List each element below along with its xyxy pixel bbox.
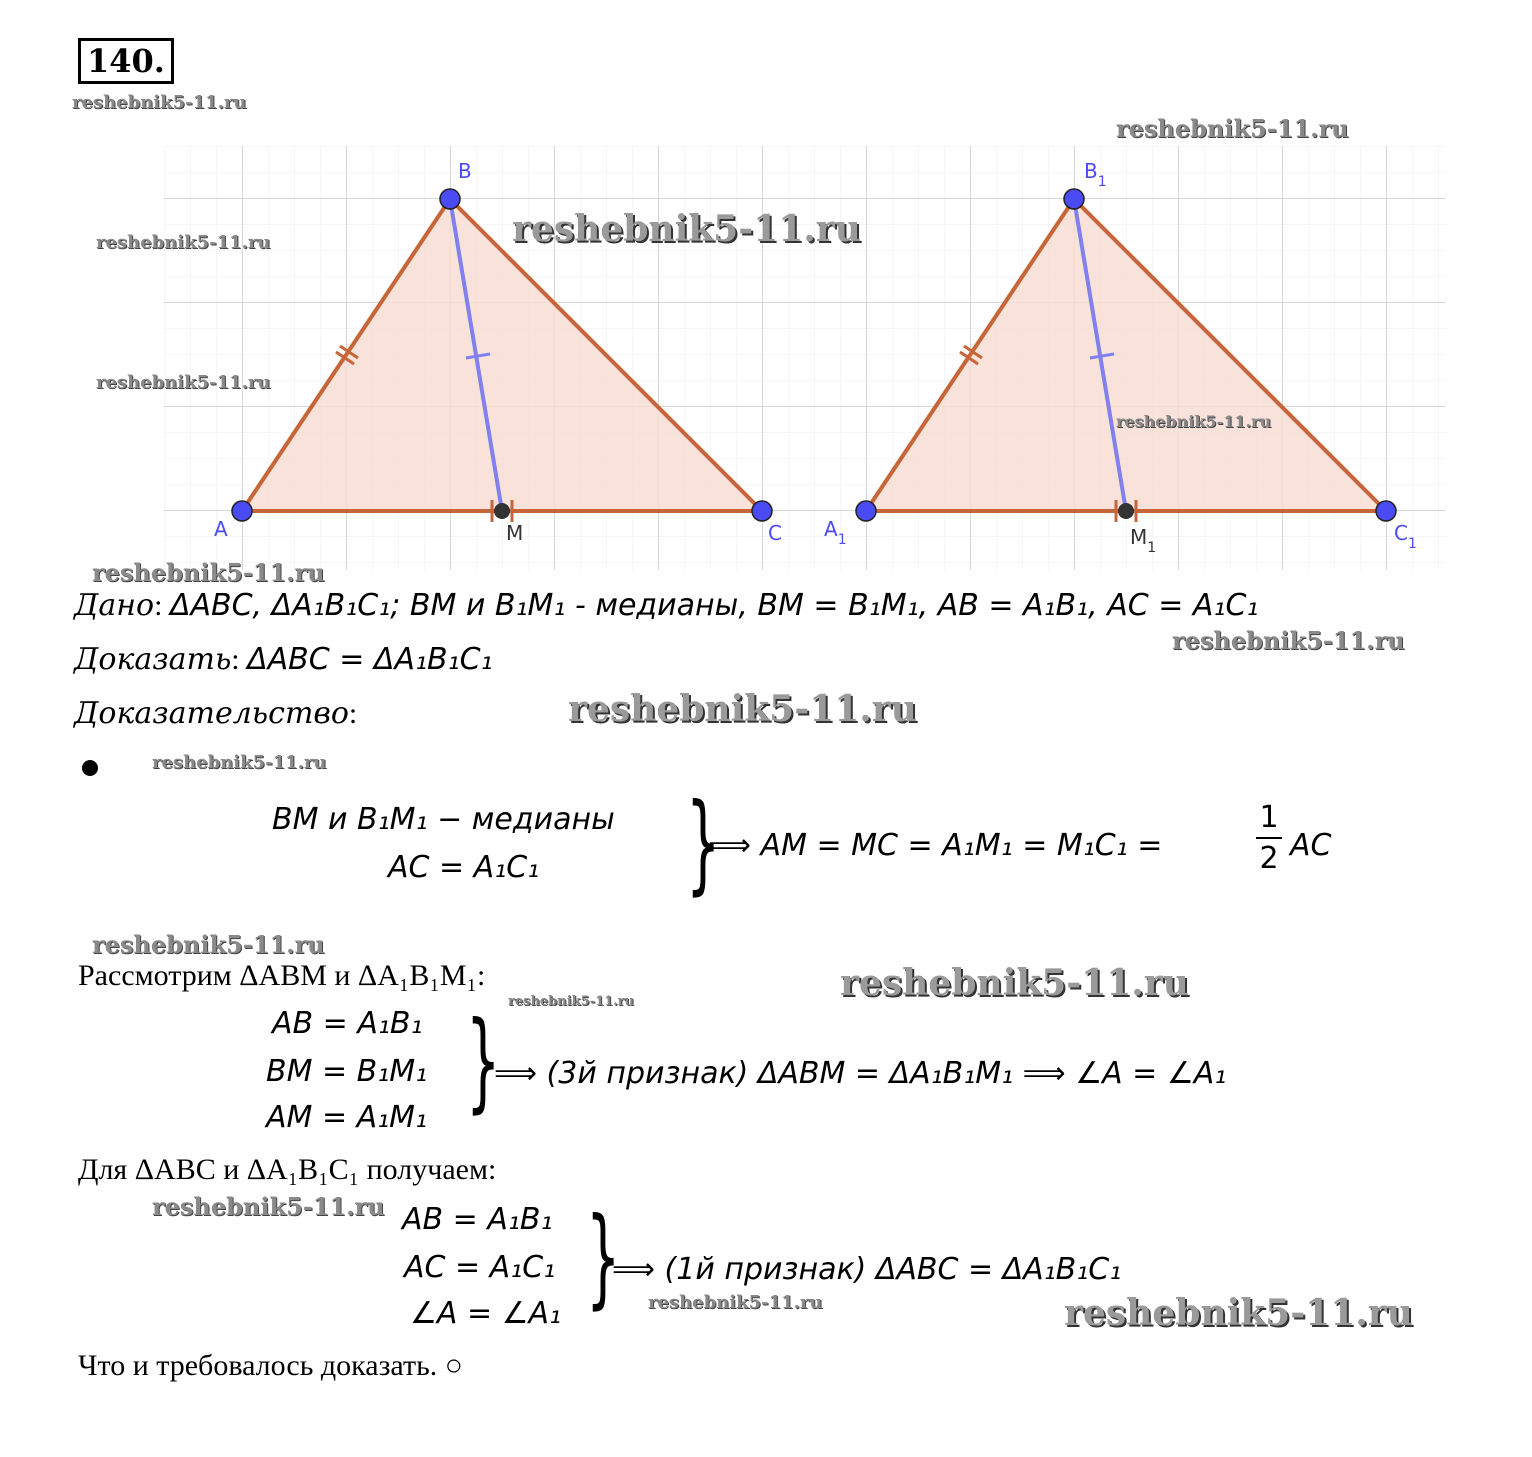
vertex-c — [752, 501, 772, 521]
watermark: reshebnik5-11.ru — [1172, 626, 1405, 655]
step1-left-line1: BM и B₁M₁ − медианы — [272, 802, 615, 837]
given-label: Дано — [74, 588, 155, 623]
label-m: M — [506, 521, 524, 545]
vertex-a1 — [856, 501, 876, 521]
vertex-b1 — [1064, 189, 1084, 209]
step3-line1: AB = A₁B₁ — [402, 1202, 553, 1237]
watermark: reshebnik5-11.ru — [72, 92, 247, 113]
prove-label: Доказать — [74, 642, 232, 677]
watermark: reshebnik5-11.ru — [92, 558, 325, 587]
brace: } — [586, 1195, 621, 1320]
label-b: B — [458, 159, 472, 183]
proof-line: Доказательство: — [74, 696, 358, 731]
step1-right-tail: AC — [1290, 828, 1332, 863]
label-c: C — [768, 521, 782, 545]
watermark: reshebnik5-11.ru — [152, 752, 327, 773]
step2-right: ⟹ (3й признак) ΔABM = ΔA₁B₁M₁ ⟹ ∠A = ∠A₁ — [494, 1056, 1227, 1091]
label-m1: $M_1$ — [1130, 525, 1157, 556]
watermark: reshebnik5-11.ru — [1116, 412, 1272, 431]
geometry-figure — [0, 0, 1532, 600]
label-a: A — [214, 517, 228, 541]
given-text: ΔABC, ΔA₁B₁C₁; BM и B₁M₁ - медианы, BM = B₁M₁, AB = A₁B₁, AC = A₁C₁ — [169, 588, 1259, 623]
brace: } — [466, 999, 501, 1124]
step3-line3: ∠A = ∠A₁ — [410, 1296, 562, 1331]
label-a1: $A_1$ — [824, 517, 847, 548]
step3-line2: AC = A₁C₁ — [404, 1250, 556, 1285]
problem-number: 140. — [78, 38, 174, 84]
fraction-bar — [1256, 837, 1282, 839]
for-line: Для ΔABC и ΔA₁B₁C₁ получаем: — [78, 1153, 497, 1186]
watermark: reshebnik5-11.ru — [1116, 114, 1349, 143]
label-c1: $C_1$ — [1394, 521, 1417, 552]
watermark: reshebnik5-11.ru — [152, 1192, 385, 1221]
point-m1 — [1118, 503, 1134, 519]
brace: } — [686, 781, 721, 906]
vertex-c1 — [1376, 501, 1396, 521]
bullet — [82, 760, 98, 776]
watermark: reshebnik5-11.ru — [840, 962, 1189, 1004]
given-line: Дано: ΔABC, ΔA₁B₁C₁; BM и B₁M₁ - медианы, BM = B₁M₁, AB = A₁B₁, AC = A₁C₁ — [74, 588, 1259, 623]
watermark: reshebnik5-11.ru — [1064, 1292, 1413, 1334]
watermark: reshebnik5-11.ru — [96, 372, 271, 393]
proof-label: Доказательство — [74, 696, 349, 731]
step2-line1: AB = A₁B₁ — [272, 1006, 423, 1041]
watermark: reshebnik5-11.ru — [96, 232, 271, 253]
fraction-numerator: 1 — [1259, 800, 1279, 835]
consider-line: Рассмотрим ΔABM и ΔA₁B₁M₁: — [78, 959, 486, 992]
vertex-b — [440, 189, 460, 209]
watermark: reshebnik5-11.ru — [648, 1292, 823, 1313]
step2-line3: AM = A₁M₁ — [266, 1100, 428, 1135]
prove-line: Доказать: ΔABC = ΔA₁B₁C₁ — [74, 642, 493, 677]
step1-right: ⟹ AM = MC = A₁M₁ = M₁C₁ = — [708, 828, 1163, 863]
point-m — [494, 503, 510, 519]
watermark: reshebnik5-11.ru — [508, 994, 635, 1009]
fraction-denominator: 2 — [1259, 841, 1279, 876]
watermark: reshebnik5-11.ru — [92, 930, 325, 959]
watermark: reshebnik5-11.ru — [568, 688, 917, 730]
prove-text: ΔABC = ΔA₁B₁C₁ — [247, 642, 493, 677]
step2-line2: BM = B₁M₁ — [266, 1054, 428, 1089]
step1-left-line2: AC = A₁C₁ — [388, 850, 540, 885]
conclusion: Что и требовалось доказать. ○ — [78, 1349, 463, 1382]
watermark: reshebnik5-11.ru — [512, 208, 861, 250]
fraction-one-half — [1256, 800, 1282, 876]
step3-right: ⟹ (1й признак) ΔABC = ΔA₁B₁C₁ — [612, 1252, 1122, 1287]
label-b1: $B_1$ — [1084, 159, 1107, 190]
vertex-a — [232, 501, 252, 521]
